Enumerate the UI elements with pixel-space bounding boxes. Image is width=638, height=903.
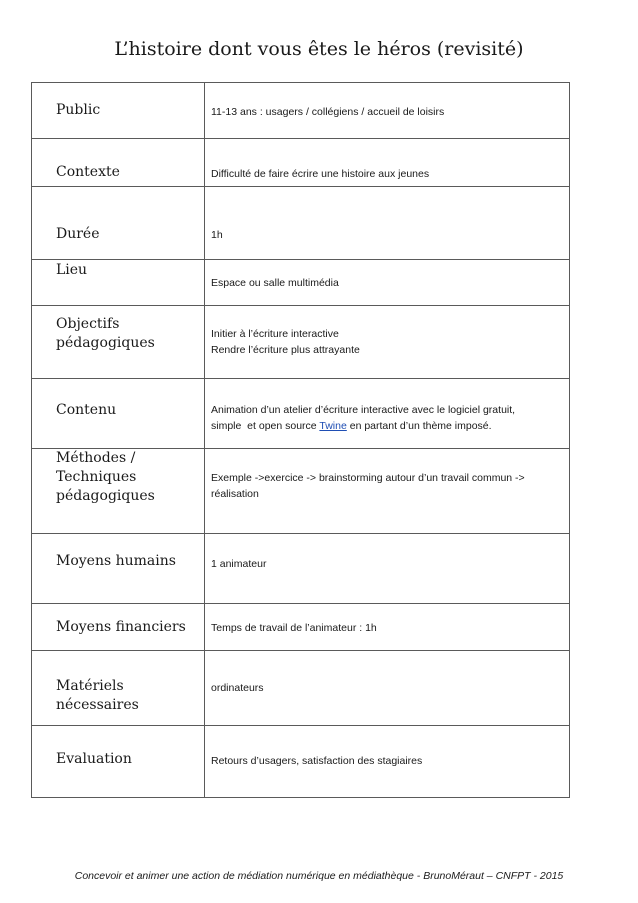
table-row [32,534,570,604]
table-row [32,83,570,139]
row-value-public: 11-13 ans : usagers / collégiens / accueil de loisirs [205,83,570,139]
row-label-methodes: Méthodes / Techniques pédagogiques [32,449,205,534]
table-row [32,187,570,260]
row-value-duree: 1h [205,187,570,260]
activity-sheet-table [31,82,570,798]
row-label-lieu: Lieu [32,260,205,306]
row-value-methodes: Exemple ->exercice -> brainstorming autour d’un travail commun -> réalisation [205,449,570,534]
row-label-duree: Durée [32,187,205,260]
row-value-contexte: Difficulté de faire écrire une histoire aux jeunes [205,139,570,187]
row-value-moyens-financiers: Temps de travail de l’animateur : 1h [205,604,570,651]
page-footer: Concevoir et animer une action de médiation numérique en médiathèque - BrunoMéraut – CNFPT - 2015 [74,870,564,882]
table-row [32,306,570,379]
table-row [32,726,570,798]
table-row [32,651,570,726]
row-value-moyens-humains: 1 animateur [205,534,570,604]
table-row [32,449,570,534]
twine-link[interactable]: Twine [319,420,347,432]
row-value-evaluation: Retours d’usagers, satisfaction des stagiaires [205,726,570,798]
row-value-lieu: Espace ou salle multimédia [205,260,570,306]
row-label-contenu: Contenu [32,379,205,449]
row-label-contexte: Contexte [32,139,205,187]
row-value-objectifs: Initier à l’écriture interactive Rendre l’écriture plus attrayante [205,306,570,379]
row-label-moyens-humains: Moyens humains [32,534,205,604]
row-label-materiels: Matériels nécessaires [32,651,205,726]
table-row [32,260,570,306]
document-title: L’histoire dont vous êtes le héros (revisité) [114,38,524,60]
row-label-public: Public [32,83,205,139]
row-label-objectifs: Objectifs pédagogiques [32,306,205,379]
row-value-materiels: ordinateurs [205,651,570,726]
row-label-moyens-financiers: Moyens financiers [32,604,205,651]
table-row [32,604,570,651]
table-row [32,379,570,449]
table-row [32,139,570,187]
row-label-evaluation: Evaluation [32,726,205,798]
row-value-contenu: Animation d’un atelier d’écriture interactive avec le logiciel gratuit, simple et open source Twine en partant d’un thème imposé. [205,379,570,449]
